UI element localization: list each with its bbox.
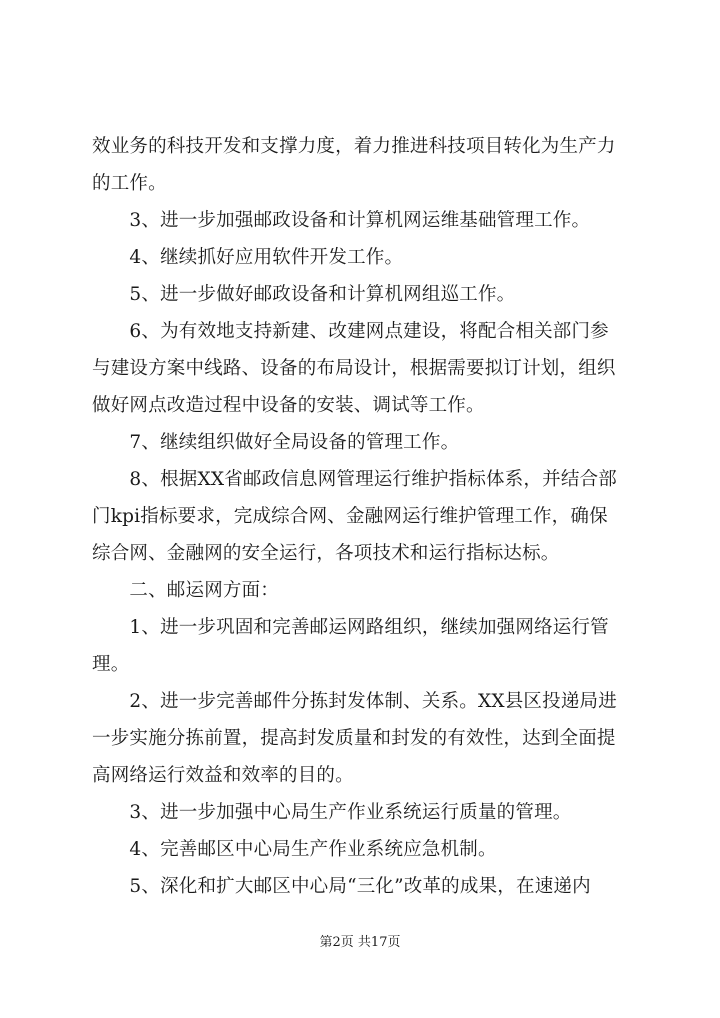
text-line: 7、继续组织做好全局设备的管理工作。	[92, 432, 460, 453]
text-line: 综合网、金融网的安全运行，各项技术和运行指标达标。	[92, 543, 560, 564]
text-line: 与建设方案中线路、设备的布局设计，根据需要拟订计划，组织	[92, 358, 616, 379]
text-line: 1、进一步巩固和完善邮运网路组织，继续加强网络运行管	[92, 617, 609, 638]
text-line: 效业务的科技开发和支撑力度，着力推进科技项目转化为生产力	[92, 136, 616, 157]
text-line: 6、为有效地支持新建、改建网点建设，将配合相关部门参	[92, 321, 609, 342]
text-line: 理。	[92, 654, 130, 675]
document-body	[92, 128, 632, 905]
text-line: 一步实施分拣前置，提高封发质量和封发的有效性，达到全面提	[92, 728, 616, 749]
page-number-label: 第2页 共17页	[319, 935, 401, 950]
text-line: 5、深化和扩大邮区中心局“三化”改革的成果，在速递内	[92, 876, 591, 897]
text-line: 高网络运行效益和效率的目的。	[92, 765, 354, 786]
text-line: 2、进一步完善邮件分拣封发体制、关系。XX县区投递局进	[92, 691, 617, 712]
text-line: 做好网点改造过程中设备的安装、调试等工作。	[92, 395, 485, 416]
text-line: 3、进一步加强邮政设备和计算机网运维基础管理工作。	[92, 210, 591, 231]
section-heading: 二、邮运网方面：	[92, 580, 280, 601]
text-line: 4、完善邮区中心局生产作业系统应急机制。	[92, 839, 497, 860]
text-line: 门kpi指标要求，完成综合网、金融网运行维护管理工作，确保	[92, 506, 608, 527]
page-footer	[0, 934, 720, 952]
text-line: 3、进一步加强中心局生产作业系统运行质量的管理。	[92, 802, 572, 823]
text-line: 5、进一步做好邮政设备和计算机网组巡工作。	[92, 284, 516, 305]
text-line: 8、根据XX省邮政信息网管理运行维护指标体系，并结合部	[92, 469, 617, 490]
text-line: 的工作。	[92, 173, 167, 194]
text-line: 4、继续抓好应用软件开发工作。	[92, 247, 404, 268]
